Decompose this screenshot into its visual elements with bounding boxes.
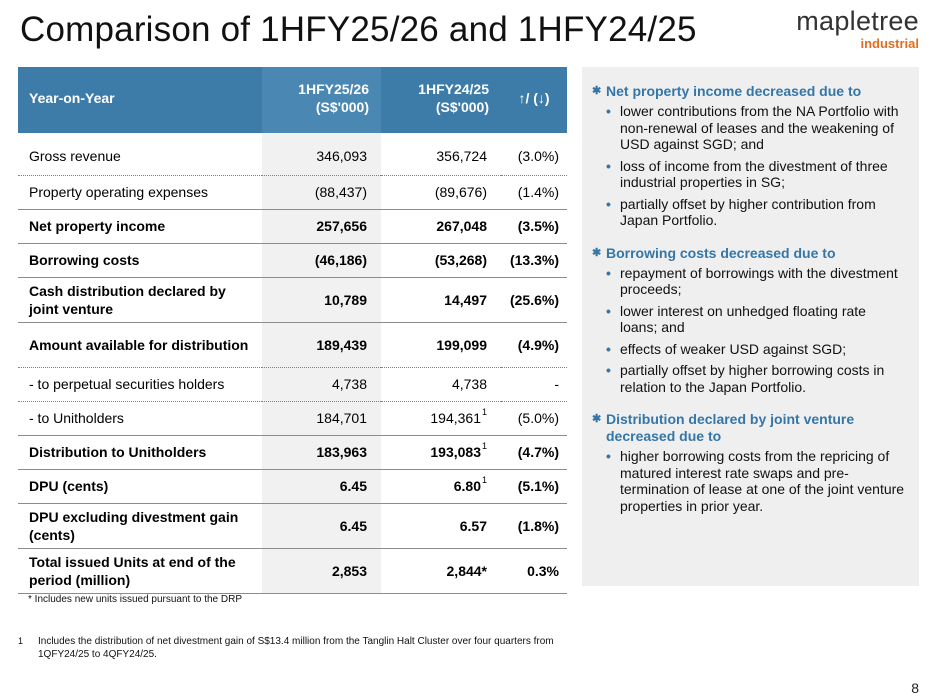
row-label: - to Unitholders [18,401,262,435]
footnote-divestment [18,635,558,661]
commentary-section-joint-venture [592,411,905,514]
row-prior-value-text: 194,361 [430,410,481,426]
row-change: (13.3%) [501,243,567,277]
page-number: 8 [911,680,919,696]
table-row [18,435,567,469]
row-change: (3.0%) [501,133,567,175]
row-change: (5.1%) [501,469,567,503]
section-heading [592,245,905,262]
dot-bullet-icon: • [606,264,611,281]
row-label: Net property income [18,209,262,243]
row-prior-value [381,469,501,503]
list-item-text: lower interest on unhedged floating rate loans; and [620,302,866,335]
header-current-period-label: 1HFY25/26 [298,81,369,97]
row-label: Borrowing costs [18,243,262,277]
row-prior-value-text: 6.57 [459,517,487,534]
section-heading-text: Distribution declared by joint venture decreased due to [606,411,855,444]
row-prior-value-text: (89,676) [434,184,487,200]
row-current-value: (88,437) [262,175,381,209]
star-bullet-icon: ✱ [592,85,602,97]
row-label: Amount available for distribution [18,322,262,367]
header-current-period-units: (S$'000) [315,99,369,115]
row-current-value: 346,093 [262,133,381,175]
header-prior-period-label: 1HFY24/25 [418,81,489,97]
row-prior-value [381,243,501,277]
list-item-text: higher borrowing costs from the repricing of matured interest rate swaps and pre-termination of lease at one of the joint venture properties in prior year. [620,448,905,514]
row-change: (25.6%) [501,277,567,322]
row-prior-value-text: (53,268) [434,252,487,268]
table-row [18,243,567,277]
bullet-list [592,448,905,514]
row-prior-value [381,175,501,209]
row-label: DPU (cents) [18,469,262,503]
list-item [606,448,905,514]
row-label: Total issued Units at end of the period (million) [18,548,262,593]
list-item [606,265,905,298]
bullet-list [592,265,905,396]
row-prior-value-text: 14,497 [444,291,487,308]
row-prior-value [381,367,501,401]
table-row [18,175,567,209]
row-current-value: 10,789 [262,277,381,322]
row-label: Gross revenue [18,133,262,175]
list-item-text: lower contributions from the NA Portfolio with non-renewal of leases and the weakening of USD against SGD; and [620,103,899,152]
header-change: ↑/ (↓) [518,90,550,106]
list-item [606,303,905,336]
table-row [18,469,567,503]
row-change: (4.9%) [501,322,567,367]
list-item [606,362,905,395]
star-bullet-icon: ✱ [592,246,602,259]
dot-bullet-icon: • [606,448,611,464]
table-row [18,209,567,243]
footnote-marker: 1 [18,636,24,646]
page-title: Comparison of 1HFY25/26 and 1HFY24/25 [20,10,697,49]
dot-bullet-icon: • [606,340,611,357]
footnote-ref: 1 [481,441,487,451]
table-row [18,367,567,401]
table-row [18,503,567,548]
dot-bullet-icon: • [606,362,611,378]
row-current-value: 2,853 [262,548,381,593]
table-row [18,133,567,175]
row-change: 0.3% [501,548,567,593]
table-row [18,322,567,367]
list-item [606,158,905,191]
list-item [606,341,905,358]
row-label: - to perpetual securities holders [18,367,262,401]
dot-bullet-icon: • [606,103,611,119]
logo-subtitle: industrial [860,36,919,51]
footnote-ref: 1 [481,407,487,417]
logo-wordmark: mapletree [796,6,919,36]
list-item-text: loss of income from the divestment of three industrial properties in SG; [620,157,888,190]
row-change: (3.5%) [501,209,567,243]
header-current-period [262,67,381,133]
table-row [18,277,567,322]
table-header-row [18,67,567,133]
row-prior-value-text: 4,738 [451,376,487,392]
list-item-text: repayment of borrowings with the divestment proceeds; [620,264,898,297]
header-prior-period-units: (S$'000) [435,99,489,115]
section-heading [592,83,905,100]
row-label: Distribution to Unitholders [18,435,262,469]
section-heading-text: Net property income decreased due to [606,83,862,99]
section-heading [592,411,905,445]
row-prior-value [381,435,501,469]
commentary-section-borrowing [592,245,905,396]
row-current-value: 189,439 [262,322,381,367]
row-change: (5.0%) [501,401,567,435]
row-prior-value-text: 267,048 [436,218,487,234]
row-current-value: (46,186) [262,243,381,277]
row-prior-value-text: 356,724 [436,147,487,164]
dot-bullet-icon: • [606,302,611,319]
section-heading-text: Borrowing costs decreased due to [606,244,836,261]
list-item-text: partially offset by higher contribution from Japan Portfolio. [620,195,876,228]
table-row [18,401,567,435]
row-current-value: 4,738 [262,367,381,401]
bullet-list [592,103,905,229]
dot-bullet-icon: • [606,195,611,212]
comparison-table [18,67,567,594]
header-year-on-year: Year-on-Year [29,90,115,106]
row-label: DPU excluding divestment gain (cents) [18,503,262,548]
row-current-value: 6.45 [262,503,381,548]
row-prior-value [381,401,501,435]
table-row [18,548,567,593]
row-prior-value [381,209,501,243]
row-prior-value-text: 193,083 [430,444,481,460]
row-prior-value [381,503,501,548]
row-change: (4.7%) [501,435,567,469]
row-label: Property operating expenses [18,175,262,209]
row-prior-value-text: 199,099 [436,336,487,353]
row-prior-value [381,133,501,175]
row-current-value: 183,963 [262,435,381,469]
list-item [606,103,905,153]
row-prior-value [381,277,501,322]
row-current-value: 184,701 [262,401,381,435]
list-item [606,196,905,229]
list-item-text: partially offset by higher borrowing costs in relation to the Japan Portfolio. [620,362,885,395]
header-prior-period [381,67,501,133]
row-current-value: 6.45 [262,469,381,503]
footnote-drp: * Includes new units issued pursuant to the DRP [28,594,243,605]
dot-bullet-icon: • [606,157,611,174]
row-prior-value-text: 2,844* [446,562,487,579]
company-logo [796,6,919,51]
footnote-text: Includes the distribution of net divestment gain of S$13.4 million from the Tanglin Halt Cluster over four quarters from 1QFY24/25 to 4QFY24/25. [38,636,554,660]
row-label: Cash distribution declared by joint venture [18,277,262,322]
row-prior-value-text: 6.80 [453,478,481,494]
footnote-ref: 1 [481,475,487,485]
row-prior-value [381,548,501,593]
commentary-panel [582,67,919,586]
row-change: (1.4%) [501,175,567,209]
row-current-value: 257,656 [262,209,381,243]
row-change: - [501,367,567,401]
star-bullet-icon: ✱ [592,413,602,425]
row-change: (1.8%) [501,503,567,548]
row-prior-value [381,322,501,367]
list-item-text: effects of weaker USD against SGD; [620,340,847,357]
commentary-section-npi [592,83,905,229]
